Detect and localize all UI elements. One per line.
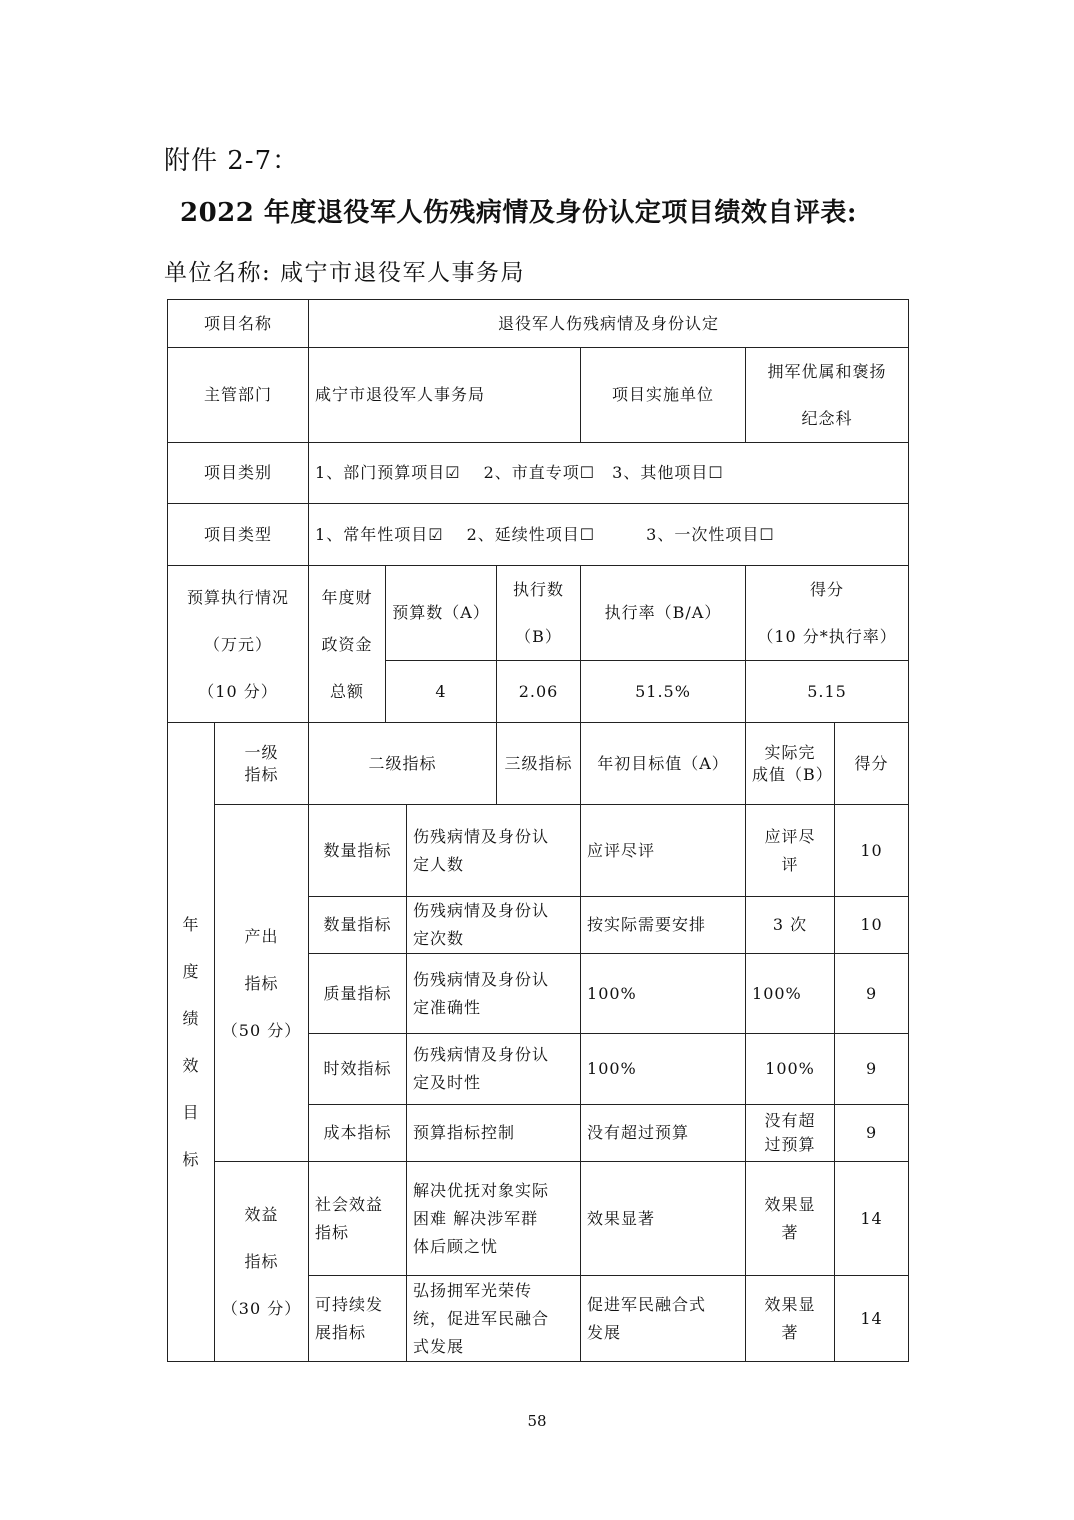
indicator-actual: 效果显 著: [746, 1162, 835, 1276]
indicator-actual: 100%: [746, 1034, 835, 1105]
project-name-value: 退役军人伤残病情及身份认定: [309, 300, 909, 348]
indicator-level3: 伤残病情及身份认 定及时性: [407, 1034, 581, 1105]
impl-unit-value: 拥军优属和褒扬 纪念科: [746, 348, 909, 443]
budget-score-value: 5.15: [746, 661, 909, 723]
dept-value: 咸宁市退役军人事务局: [309, 348, 581, 443]
indicator-target: 100%: [581, 1034, 746, 1105]
indicator-score: 9: [835, 1105, 909, 1162]
dept-label: 主管部门: [168, 348, 309, 443]
indicator-level2: 成本指标: [309, 1105, 407, 1162]
score-header: 得分: [835, 723, 909, 805]
indicator-level2: 数量指标: [309, 805, 407, 897]
indicator-score: 10: [835, 897, 909, 954]
project-name-label: 项目名称: [168, 300, 309, 348]
actual-header: 实际完 成值（B）: [746, 723, 835, 805]
indicator-level3: 伤残病情及身份认 定准确性: [407, 954, 581, 1034]
indicator-target: 100%: [581, 954, 746, 1034]
rate-header: 执行率（B/A）: [581, 566, 746, 661]
indicator-score: 9: [835, 954, 909, 1034]
level3-header: 三级指标: [497, 723, 581, 805]
budget-score-header: 得分 （10 分*执行率）: [746, 566, 909, 661]
indicator-level2: 质量指标: [309, 954, 407, 1034]
exec-header: 执行数 （B）: [497, 566, 581, 661]
level2-header: 二级指标: [309, 723, 497, 805]
indicator-level3: 解决优抚对象实际 困难 解决涉军群 体后顾之忧: [407, 1162, 581, 1276]
output-indicator-label: 产出 指标 （50 分）: [215, 805, 309, 1162]
indicator-level2: 可持续发 展指标: [309, 1276, 407, 1362]
budget-header: 预算数（A）: [386, 566, 497, 661]
indicator-score: 9: [835, 1034, 909, 1105]
type-value: 1、常年性项目☑ 2、延续性项目☐ 3、一次性项目☐: [309, 504, 909, 566]
fiscal-total-label: 年度财 政资金 总额: [309, 566, 386, 723]
indicator-target: 效果显著: [581, 1162, 746, 1276]
indicator-level3: 伤残病情及身份认 定人数: [407, 805, 581, 897]
exec-value: 2.06: [497, 661, 581, 723]
target-header: 年初目标值（A）: [581, 723, 746, 805]
level1-header: 一级 指标: [215, 723, 309, 805]
category-label: 项目类别: [168, 443, 309, 504]
indicator-level2: 时效指标: [309, 1034, 407, 1105]
indicator-target: 没有超过预算: [581, 1105, 746, 1162]
unit-name: 单位名称: 咸宁市退役军人事务局: [164, 260, 526, 286]
benefit-indicator-label: 效益 指标 （30 分）: [215, 1162, 309, 1362]
indicator-target: 促进军民融合式 发展: [581, 1276, 746, 1362]
indicator-actual: 100%: [746, 954, 835, 1034]
budget-value: 4: [386, 661, 497, 723]
attachment-label: 附件 2-7：: [164, 146, 300, 176]
indicator-level3: 伤残病情及身份认 定次数: [407, 897, 581, 954]
indicator-level2: 社会效益 指标: [309, 1162, 407, 1276]
indicator-actual: 没有超 过预算: [746, 1105, 835, 1162]
impl-unit-label: 项目实施单位: [581, 348, 746, 443]
page-number: 58: [527, 1412, 547, 1430]
category-value: 1、部门预算项目☑ 2、市直专项☐ 3、其他项目☐: [309, 443, 909, 504]
indicator-score: 10: [835, 805, 909, 897]
indicator-target: 应评尽评: [581, 805, 746, 897]
indicator-level2: 数量指标: [309, 897, 407, 954]
indicator-level3: 弘扬拥军光荣传 统，促进军民融合 式发展: [407, 1276, 581, 1362]
indicator-level3: 预算指标控制: [407, 1105, 581, 1162]
indicator-score: 14: [835, 1276, 909, 1362]
rate-value: 51.5%: [581, 661, 746, 723]
annual-goal-label: 年 度 绩 效 目 标: [168, 723, 215, 1362]
indicator-actual: 效果显 著: [746, 1276, 835, 1362]
indicator-actual: 3 次: [746, 897, 835, 954]
indicator-score: 14: [835, 1162, 909, 1276]
type-label: 项目类型: [168, 504, 309, 566]
page-title: 2022 年度退役军人伤残病情及身份认定项目绩效自评表:: [180, 198, 858, 228]
evaluation-table: [167, 299, 909, 1362]
indicator-actual: 应评尽 评: [746, 805, 835, 897]
indicator-target: 按实际需要安排: [581, 897, 746, 954]
budget-exec-label: 预算执行情况 （万元） （10 分）: [168, 566, 309, 723]
